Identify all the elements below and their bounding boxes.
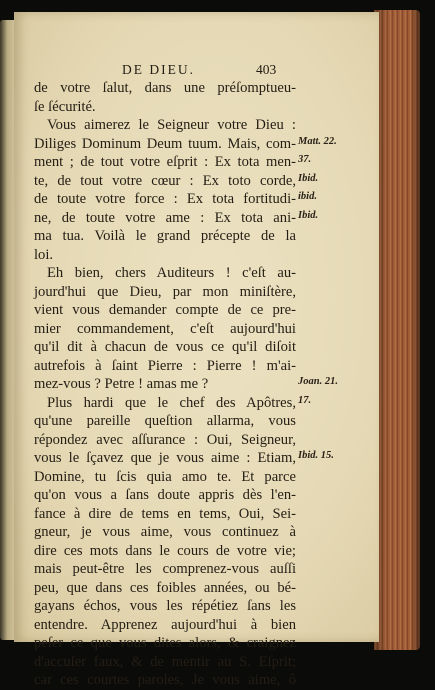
text-line: ma tua. Voilà le grand précepte de la <box>34 228 296 244</box>
text-line: peſer ce que vous dites alors, & craignez <box>34 635 296 651</box>
text-line: ment ; de tout votre eſprit : Ex tota men- <box>34 154 296 170</box>
text-line: loi. <box>34 246 54 263</box>
text-line: vient vous demander compte de ce pre- <box>34 302 296 318</box>
margin-note: 17. <box>298 394 312 406</box>
text-line: autrefois à ſaint Pierre : Pierre ! m'ai- <box>34 357 296 374</box>
margin-note: Matt. 22. <box>298 135 337 147</box>
text-line: peu, que dans ces foibles années, ou bé- <box>34 579 296 596</box>
text-line: mier commandement, c'eſt aujourd'hui <box>34 320 296 337</box>
text-line: qu'il dit à chacun de vous ce qu'il diſoit <box>34 339 296 355</box>
margin-note: Ibid. <box>298 209 319 221</box>
text-line: ſe ſécurité. <box>34 98 96 115</box>
text-line: car ces courtes paroles, Je vous aime, ô <box>34 672 296 688</box>
text-line: te, de tout votre cœur : Ex toto corde, <box>34 172 296 189</box>
text-line: gayans échos, vous les répétiez ſans les <box>34 598 296 614</box>
margin-note: 37. <box>298 154 312 165</box>
text-line: jourd'hui que Dieu, par mon miniſtère, <box>34 283 296 300</box>
text-line: entendre. Apprenez aujourd'hui à bien <box>34 616 296 633</box>
text-line: ne, de toute votre ame : Ex tota ani- <box>34 209 296 226</box>
page-block-edges <box>374 10 420 650</box>
text-line: répondez avec aſſurance : Oui, Seigneur, <box>34 431 296 448</box>
text-line: vous le ſçavez que je vous aime : Etiam, <box>34 450 296 466</box>
text-line: mez-vous ? Petre ! amas me ? <box>34 376 209 392</box>
page-number: 403 <box>256 62 277 77</box>
text-line: d'accuſer faux, & de mentir au S. Eſprit; <box>34 653 296 670</box>
margin-note: Ibid. 15. <box>298 450 334 461</box>
margin-note: Ibid. <box>298 172 319 184</box>
margin-note: ibid. <box>298 191 317 202</box>
text-line: qu'une pareille queſtion allarma, vous <box>34 413 296 429</box>
margin-note: Joan. 21. <box>298 376 338 387</box>
text-line: Eh bien, chers Auditeurs ! c'eſt au- <box>47 265 296 281</box>
text-line: Plus hardi que le chef des Apôtres, <box>47 394 296 411</box>
running-title: DE DIEU. <box>122 62 195 77</box>
page-body-text <box>34 79 296 690</box>
text-line: Vous aimerez le Seigneur votre Dieu : <box>47 117 296 133</box>
text-line: de toute votre force : Ex tota fortitudi- <box>34 191 296 207</box>
text-line: fance à dire de tems en tems, Oui, Sei- <box>34 505 296 522</box>
text-line: Diliges Dominum Deum tuum. Mais, com- <box>34 135 296 152</box>
text-line: gneur, je vous aime, vous continuez à <box>34 524 296 540</box>
text-line: mais peut-être les comprenez-vous auſſi <box>34 561 296 577</box>
text-line: qu'on vous a ſans doute appris dès l'en- <box>34 487 296 503</box>
text-line: Domine, tu ſcis quia amo te. Et parce <box>34 468 296 485</box>
text-line: dire ces mots dans le cours de votre vie; <box>34 542 296 559</box>
text-line: de votre ſalut, dans une préſomptueu- <box>34 80 296 96</box>
